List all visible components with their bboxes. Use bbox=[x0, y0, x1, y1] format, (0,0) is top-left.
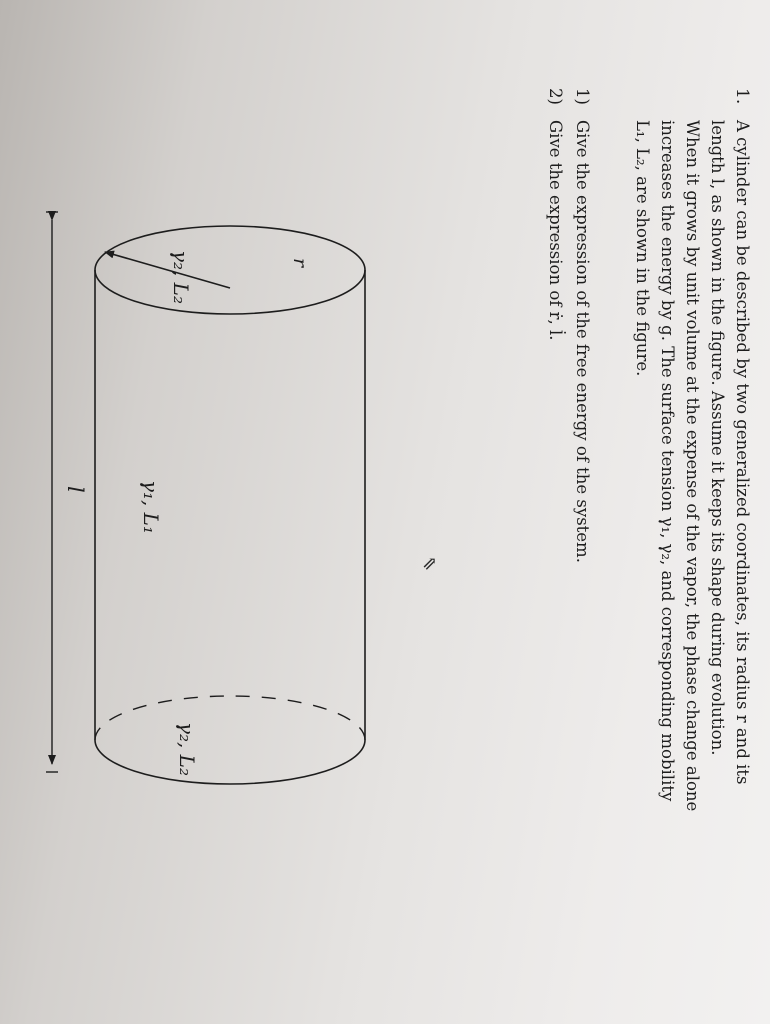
question-2-number: 2) bbox=[546, 88, 565, 105]
pointer-cursor-icon: ⇖ bbox=[419, 556, 440, 572]
problem-line-2: length l, as shown in the figure. Assume it keeps its shape during evolution. bbox=[708, 120, 727, 756]
problem-line-4: increases the energy by g. The surface tension γ₁, γ₂, and corresponding mobility bbox=[658, 120, 677, 802]
question-1-text: Give the expression of the free energy of the system. bbox=[573, 120, 592, 563]
top-face-ellipse bbox=[95, 226, 365, 314]
bottom-face-hidden-arc bbox=[95, 696, 365, 740]
length-label: l bbox=[63, 486, 87, 493]
question-2-text: Give the expression of ṙ, l̇. bbox=[546, 120, 565, 341]
side-surface-label: γ₁, L₁ bbox=[139, 480, 163, 534]
problem-line-3: When it grows by unit volume at the expense of the vapor, the phase change alone bbox=[683, 120, 702, 812]
bottom-face-front-arc bbox=[95, 740, 365, 784]
top-face-label: γ₂, L₂ bbox=[169, 250, 193, 304]
radius-arrow bbox=[105, 252, 230, 288]
bottom-face-label: γ₂, L₂ bbox=[175, 722, 199, 776]
problem-line-5: L₁, L₂, are shown in the figure. bbox=[633, 120, 652, 377]
problem-line-1: A cylinder can be described by two generalized coordinates, its radius r and its bbox=[733, 120, 752, 785]
radius-label: r bbox=[289, 258, 311, 268]
question-1-number: 1) bbox=[573, 88, 592, 105]
problem-number: 1. bbox=[732, 88, 752, 105]
